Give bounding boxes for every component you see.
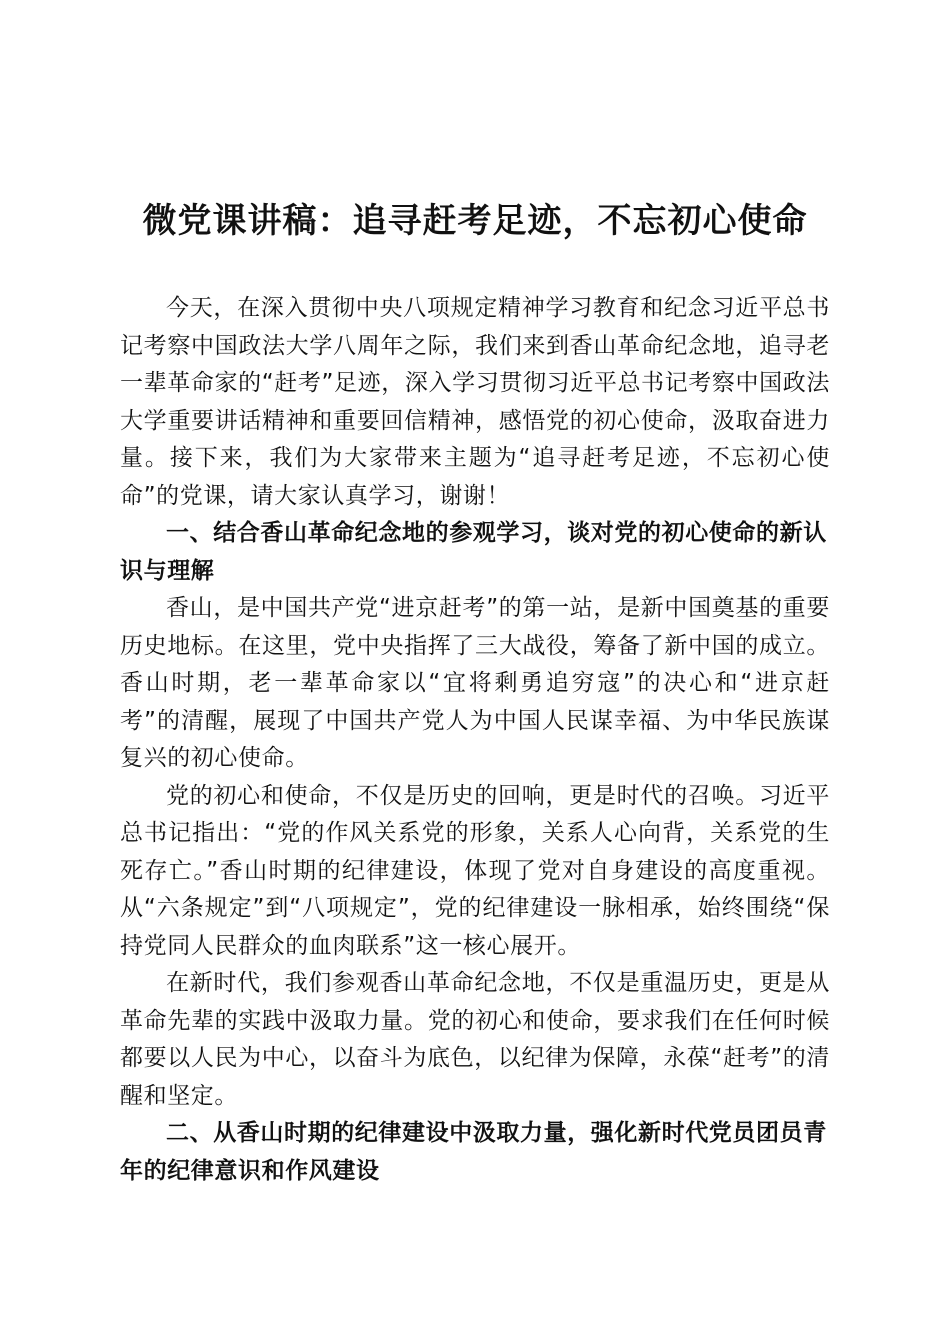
section-heading-2: 二、从香山时期的纪律建设中汲取力量，强化新时代党员团员青年的纪律意识和作风建设 <box>120 1120 827 1184</box>
document-body <box>120 290 830 1190</box>
body-paragraph: 香山，是中国共产党“进京赶考”的第一站，是新中国奠基的重要历史地标。在这里，党中央指挥了三大战役，筹备了新中国的成立。香山时期，老一辈革命家以“宜将剩勇追穷寇”的决心和“进京赶考”的清醒，展现了中国共产党人为中国人民谋幸福、为中华民族谋复兴的初心使命。 <box>120 595 830 771</box>
intro-paragraph: 今天，在深入贯彻中央八项规定精神学习教育和纪念习近平总书记考察中国政法大学八周年之际，我们来到香山革命纪念地，追寻老一辈革命家的“赶考”足迹，深入学习贯彻习近平总书记考察中国政法大学重要讲话精神和重要回信精神，感悟党的初心使命，汲取奋进力量。接下来，我们为大家带来主题为“追寻赶考足迹，不忘初心使命”的党课，请大家认真学习，谢谢！ <box>120 295 830 509</box>
body-paragraph: 党的初心和使命，不仅是历史的回响，更是时代的召唤。习近平总书记指出：“党的作风关系党的形象，关系人心向背，关系党的生死存亡。”香山时期的纪律建设，体现了党对自身建设的高度重视。从“六条规定”到“八项规定”，党的纪律建设一脉相承，始终围绕“保持党同人民群众的血肉联系”这一核心展开。 <box>120 782 830 959</box>
section-heading-1: 一、结合香山革命纪念地的参观学习，谈对党的初心使命的新认识与理解 <box>120 520 827 584</box>
body-paragraph: 在新时代，我们参观香山革命纪念地，不仅是重温历史，更是从革命先辈的实践中汲取力量。党的初心和使命，要求我们在任何时候都要以人民为中心，以奋斗为底色，以纪律为保障，永葆“赶考”的清醒和坚定。 <box>120 970 830 1109</box>
document-title: 微党课讲稿：追寻赶考足迹，不忘初心使命 <box>142 201 808 241</box>
